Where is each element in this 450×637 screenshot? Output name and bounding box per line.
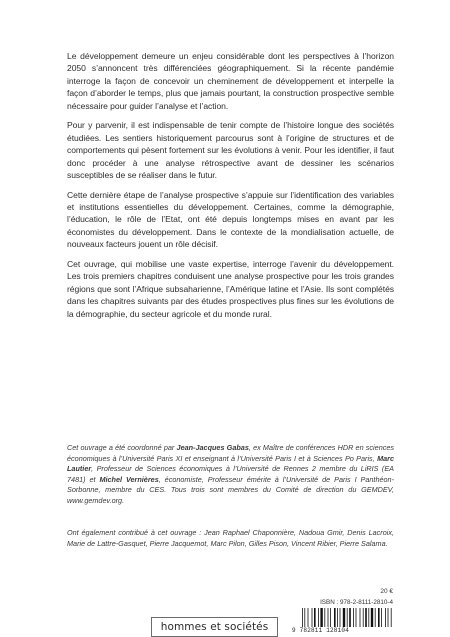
coordinator-name-1: Jean-Jacques Gabas: [176, 443, 249, 452]
summary-paragraph-2: Pour y parvenir, il est indispensable de tenir compte de l’histoire longue des sociétés étudiées. Les sentiers historiquement parcourus sont à l’origine de structures et de comportements qui pèsent fortement sur les évolutions à venir. Pour les identifier, il faut donc procéder à une analyse rétrospective avant de dessiner les scénarios susceptibles de se réaliser dans le futur.: [67, 120, 394, 181]
summary-text: [67, 50, 394, 327]
summary-paragraph-4: Cet ouvrage, qui mobilise une vaste expertise, interroge l’avenir du développement. Les trois premiers chapitres conduisent une analyse prospective pour les trois grandes régions que sont l’Afrique subsaharienne, l’Amérique latine et l’Asie. Ils sont complétés dans les chapitres suivants par des études prospectives plus fines sur les évolutions de la démographie, du secteur agricole et du monde rural.: [67, 258, 394, 319]
summary-paragraph-1: Le développement demeure un enjeu considérable dont les perspectives à l’horizon 2050 s’annoncent très différenciées géographiquement. Si la récente pandémie interroge la façon de concevoir un cheminement de développement et interpelle la façon d’aborder le temps, plus que jamais pourtant, la construction prospective semble nécessaire pour guider l’analyse et l’action.: [67, 51, 394, 111]
coordinators-note: [67, 443, 394, 506]
coordinators-paragraph: [67, 443, 394, 506]
credit-text-3: , Professeur de Sciences économiques à l’Université de Rennes 2 membre du LiRIS (EA 7481) et: [67, 464, 394, 484]
series-title: hommes et sociétés: [151, 617, 278, 637]
price-label: 20 €: [380, 588, 393, 595]
series-band: [0, 612, 450, 637]
coordinator-name-3: Michel Vernières: [99, 474, 159, 484]
credit-text-4: , économiste, Professeur émérite à l’Université de Paris I Panthéon-Sorbonne, membre du CES. Tous trois sont membres du Comité de direction du GEMDEV, www.gemdev.org.: [67, 474, 394, 505]
isbn-label: ISBN : 978-2-8111-2810-4: [320, 599, 393, 606]
credit-text-2: , ex Maître de conférences HDR en sciences économiques à l’Université Paris XI et enseignant à l’Université Paris I et à Sciences Po Paris,: [67, 443, 395, 463]
contributors-note: [67, 528, 394, 549]
coordinator-name-2: Marc Lautier: [67, 453, 394, 473]
summary-paragraph-3: Cette dernière étape de l’analyse prospective s’appuie sur l’identification des variables et institutions essentielles du développement. Certaines, comme la démographie, l’éducation, le rôle de l’Etat, ont été depuis longtemps mises en avant par les économistes du développement. Dans le contexte de la mondialisation actuelle, de nouveaux facteurs jouent un rôle décisif.: [67, 189, 394, 250]
barcode-digits: 9 782811 128104: [292, 627, 396, 634]
contributors-paragraph: Ont également contribué à cet ouvrage : Jean Raphael Chaponnière, Nadoua Gmir, Denis Lacroix, Marie de Lattre-Gasquet, Pierre Jacquemot, Marc Pilon, Gilles Pison, Vincent Ribier, Pierre Salama.: [67, 528, 394, 548]
credit-text-1: Cet ouvrage a été coordonné par: [67, 443, 177, 452]
